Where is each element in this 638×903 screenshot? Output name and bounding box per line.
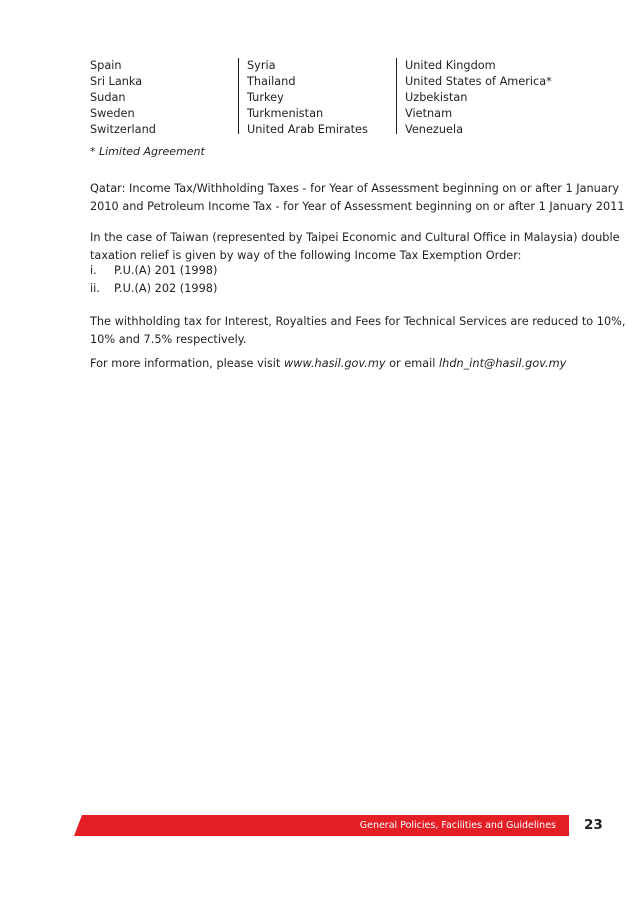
- paragraph-line: 2010 and Petroleum Income Tax - for Year of Assessment beginning on or after 1 January 2011: [90, 199, 625, 213]
- country-item: Sudan: [90, 91, 126, 104]
- country-item: United Kingdom: [405, 59, 496, 72]
- country-column-3: [396, 58, 555, 134]
- country-item: United States of America*: [405, 75, 552, 88]
- withholding-paragraph: [90, 313, 626, 348]
- list-text: P.U.(A) 202 (1998): [114, 281, 218, 295]
- country-list: [90, 58, 550, 134]
- country-item: Venezuela: [405, 123, 464, 136]
- country-item: Switzerland: [90, 123, 156, 136]
- page-number: 23: [584, 817, 603, 833]
- info-paragraph: [90, 355, 567, 373]
- exemption-order-list: [90, 262, 217, 297]
- email-link[interactable]: lhdn_int@hasil.gov.my: [439, 357, 567, 370]
- qatar-paragraph: [90, 180, 625, 215]
- list-number: i.: [90, 264, 97, 277]
- list-text: P.U.(A) 201 (1998): [114, 264, 218, 277]
- paragraph-line: In the case of Taiwan (represented by Taipei Economic and Cultural Office in Malaysia) double: [90, 231, 620, 244]
- country-item: Sri Lanka: [90, 75, 143, 88]
- country-column-2: [238, 58, 405, 134]
- limited-agreement-note: * Limited Agreement: [90, 145, 205, 158]
- website-link[interactable]: www.hasil.gov.my: [283, 357, 386, 370]
- country-item: Uzbekistan: [405, 91, 468, 104]
- list-item: [90, 280, 217, 298]
- country-column-1: [90, 58, 235, 134]
- paragraph-line: 10% and 7.5% respectively.: [90, 332, 247, 346]
- country-item: Vietnam: [405, 107, 453, 120]
- country-item: Syria: [247, 59, 276, 72]
- country-item: United Arab Emirates: [247, 123, 368, 136]
- country-item: Turkmenistan: [247, 107, 324, 120]
- list-item: [90, 262, 217, 280]
- footer-title: General Policies, Facilities and Guidelines: [359, 820, 556, 831]
- paragraph-line: Qatar: Income Tax/Withholding Taxes - for Year of Assessment beginning on or after 1 January: [90, 182, 620, 195]
- taiwan-paragraph: [90, 229, 620, 264]
- country-item: Thailand: [247, 75, 296, 88]
- paragraph-line: The withholding tax for Interest, Royalties and Fees for Technical Services are reduced to 10%,: [90, 315, 626, 328]
- paragraph-line: taxation relief is given by way of the following Income Tax Exemption Order:: [90, 248, 522, 262]
- country-item: Sweden: [90, 107, 135, 120]
- info-text: For more information, please visit: [90, 357, 284, 370]
- list-number: ii.: [90, 281, 100, 295]
- country-item: Turkey: [247, 91, 284, 104]
- info-text: or email: [385, 357, 440, 370]
- country-item: Spain: [90, 59, 122, 72]
